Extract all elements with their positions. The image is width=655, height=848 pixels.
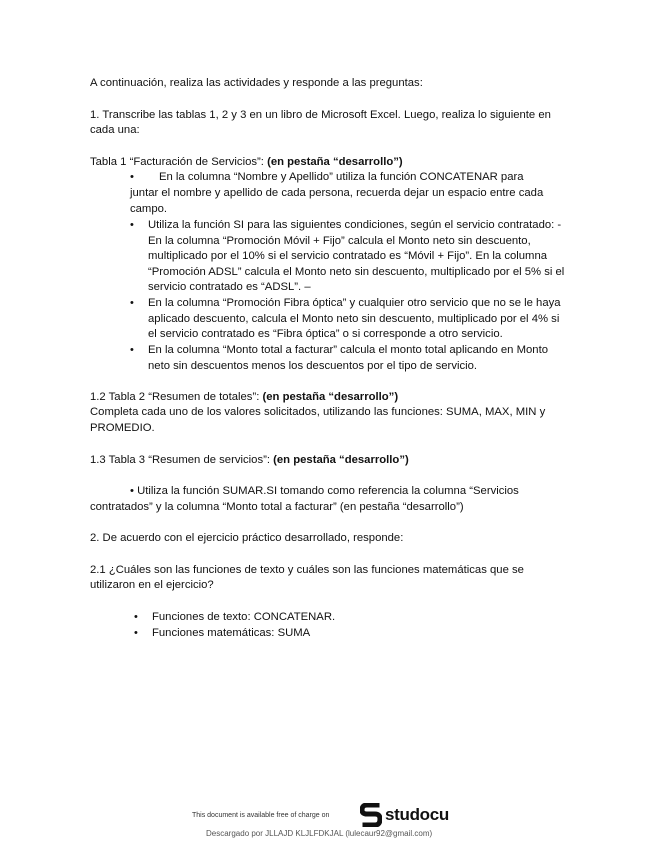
- tabla-1-tab-note: (en pestaña “desarrollo”): [267, 156, 403, 168]
- tabla-3-tab-note: (en pestaña “desarrollo”): [273, 454, 409, 466]
- tabla-2-title: 1.2 Tabla 2 “Resumen de totales”:: [90, 391, 263, 403]
- tabla-3-title: 1.3 Tabla 3 “Resumen de servicios”:: [90, 454, 274, 466]
- answer-text-functions: Funciones de texto: CONCATENAR.: [152, 611, 336, 623]
- tabla-1-first-line-2: juntar el nombre y apellido de cada persona, recuerda dejar un espacio entre cada: [130, 187, 544, 199]
- tabla-2-line-2: PROMEDIO.: [90, 422, 155, 434]
- tabla-3-line-1: • Utiliza la función SUMAR.SI tomando como referencia la columna “Servicios: [130, 485, 519, 497]
- list-item: [134, 610, 502, 626]
- question-1-line-1: 1. Transcribe las tablas 1, 2 y 3 en un libro de Microsoft Excel. Luego, realiza lo siguiente en: [90, 109, 551, 121]
- list-item: [130, 296, 566, 343]
- tabla-1-bullet-monto: En la columna “Monto total a facturar” calcula el monto total aplicando en Monto neto sin descuentos menos los descuentos por el tipo de servicio.: [148, 344, 549, 372]
- tabla-2-line-1: Completa cada uno de los valores solicitados, utilizando las funciones: SUMA, MAX, MIN y: [90, 406, 546, 418]
- question-2: 2. De acuerdo con el ejercicio práctico desarrollado, responde:: [90, 532, 404, 544]
- bullet-marker: •: [130, 297, 134, 309]
- footer-availability-note: This document is available free of charge on: [192, 812, 330, 819]
- tabla-3-line-2: contratados” y la columna “Monto total a facturar” (en pestaña “desarrollo”): [90, 501, 464, 513]
- tabla-3-heading: [90, 453, 409, 469]
- studocu-logo[interactable]: [360, 803, 449, 827]
- intro-text: A continuación, realiza las actividades y responde a las preguntas:: [90, 77, 423, 89]
- tabla-1-heading: [90, 155, 403, 171]
- tabla-2-heading: [90, 390, 398, 406]
- tabla-1-bullet-fibra: En la columna “Promoción Fibra óptica” y cualquier otro servicio que no se le haya aplicado descuento, calcula el Monto neto sin descuento, multiplicado por el 4% si el servicio contratado es “Fibra óptica” o si corresponde a otro servicio.: [148, 297, 561, 340]
- tabla-2-tab-note: (en pestaña “desarrollo”): [262, 391, 399, 403]
- download-attribution: Descargado por JLLAJD KLJLFDKJAL (lulecaur92@gmail.com): [206, 829, 433, 838]
- question-1-line-2: cada una:: [90, 124, 140, 136]
- bullet-marker: •: [134, 626, 138, 639]
- answers-list: [134, 610, 502, 641]
- bullet-marker: •: [130, 171, 134, 183]
- tabla-1-bullet-list: [130, 218, 566, 374]
- studocu-logo-icon: [360, 803, 382, 827]
- bullet-marker: •: [130, 344, 134, 356]
- question-2-1-line-2: utilizaron en el ejercicio?: [90, 579, 214, 591]
- tabla-1-first-bullet: [130, 170, 524, 186]
- bullet-marker: •: [130, 219, 134, 231]
- list-item: [130, 343, 566, 374]
- tabla-1-first-line-3: campo.: [130, 203, 168, 215]
- tabla-1-first-line-1: En la columna “Nombre y Apellido” utiliza la función CONCATENAR para: [158, 171, 524, 183]
- bullet-marker: •: [134, 611, 138, 623]
- list-item: [134, 626, 502, 642]
- studocu-logo-text: studocu: [385, 805, 450, 824]
- question-2-1-line-1: 2.1 ¿Cuáles son las funciones de texto y cuáles son las funciones matemáticas que se: [90, 564, 524, 576]
- list-item: [130, 218, 566, 296]
- tabla-1-bullet-si: Utiliza la función SI para las siguientes condiciones, según el servicio contratado: - En la columna “Promoción Móvil + Fijo” calcula el Monto neto sin descuento, multiplicado por el 10% si el servicio contratado es “Móvil + Fijo”. En la columna “Promoción ADSL” calcula el Monto neto sin descuento, multiplicado por el 5% si el servicio contratado es “ADSL”. –: [148, 219, 565, 293]
- answer-math-functions: Funciones matemáticas: SUMA: [152, 626, 311, 639]
- tabla-1-title: Tabla 1 “Facturación de Servicios”:: [90, 156, 268, 168]
